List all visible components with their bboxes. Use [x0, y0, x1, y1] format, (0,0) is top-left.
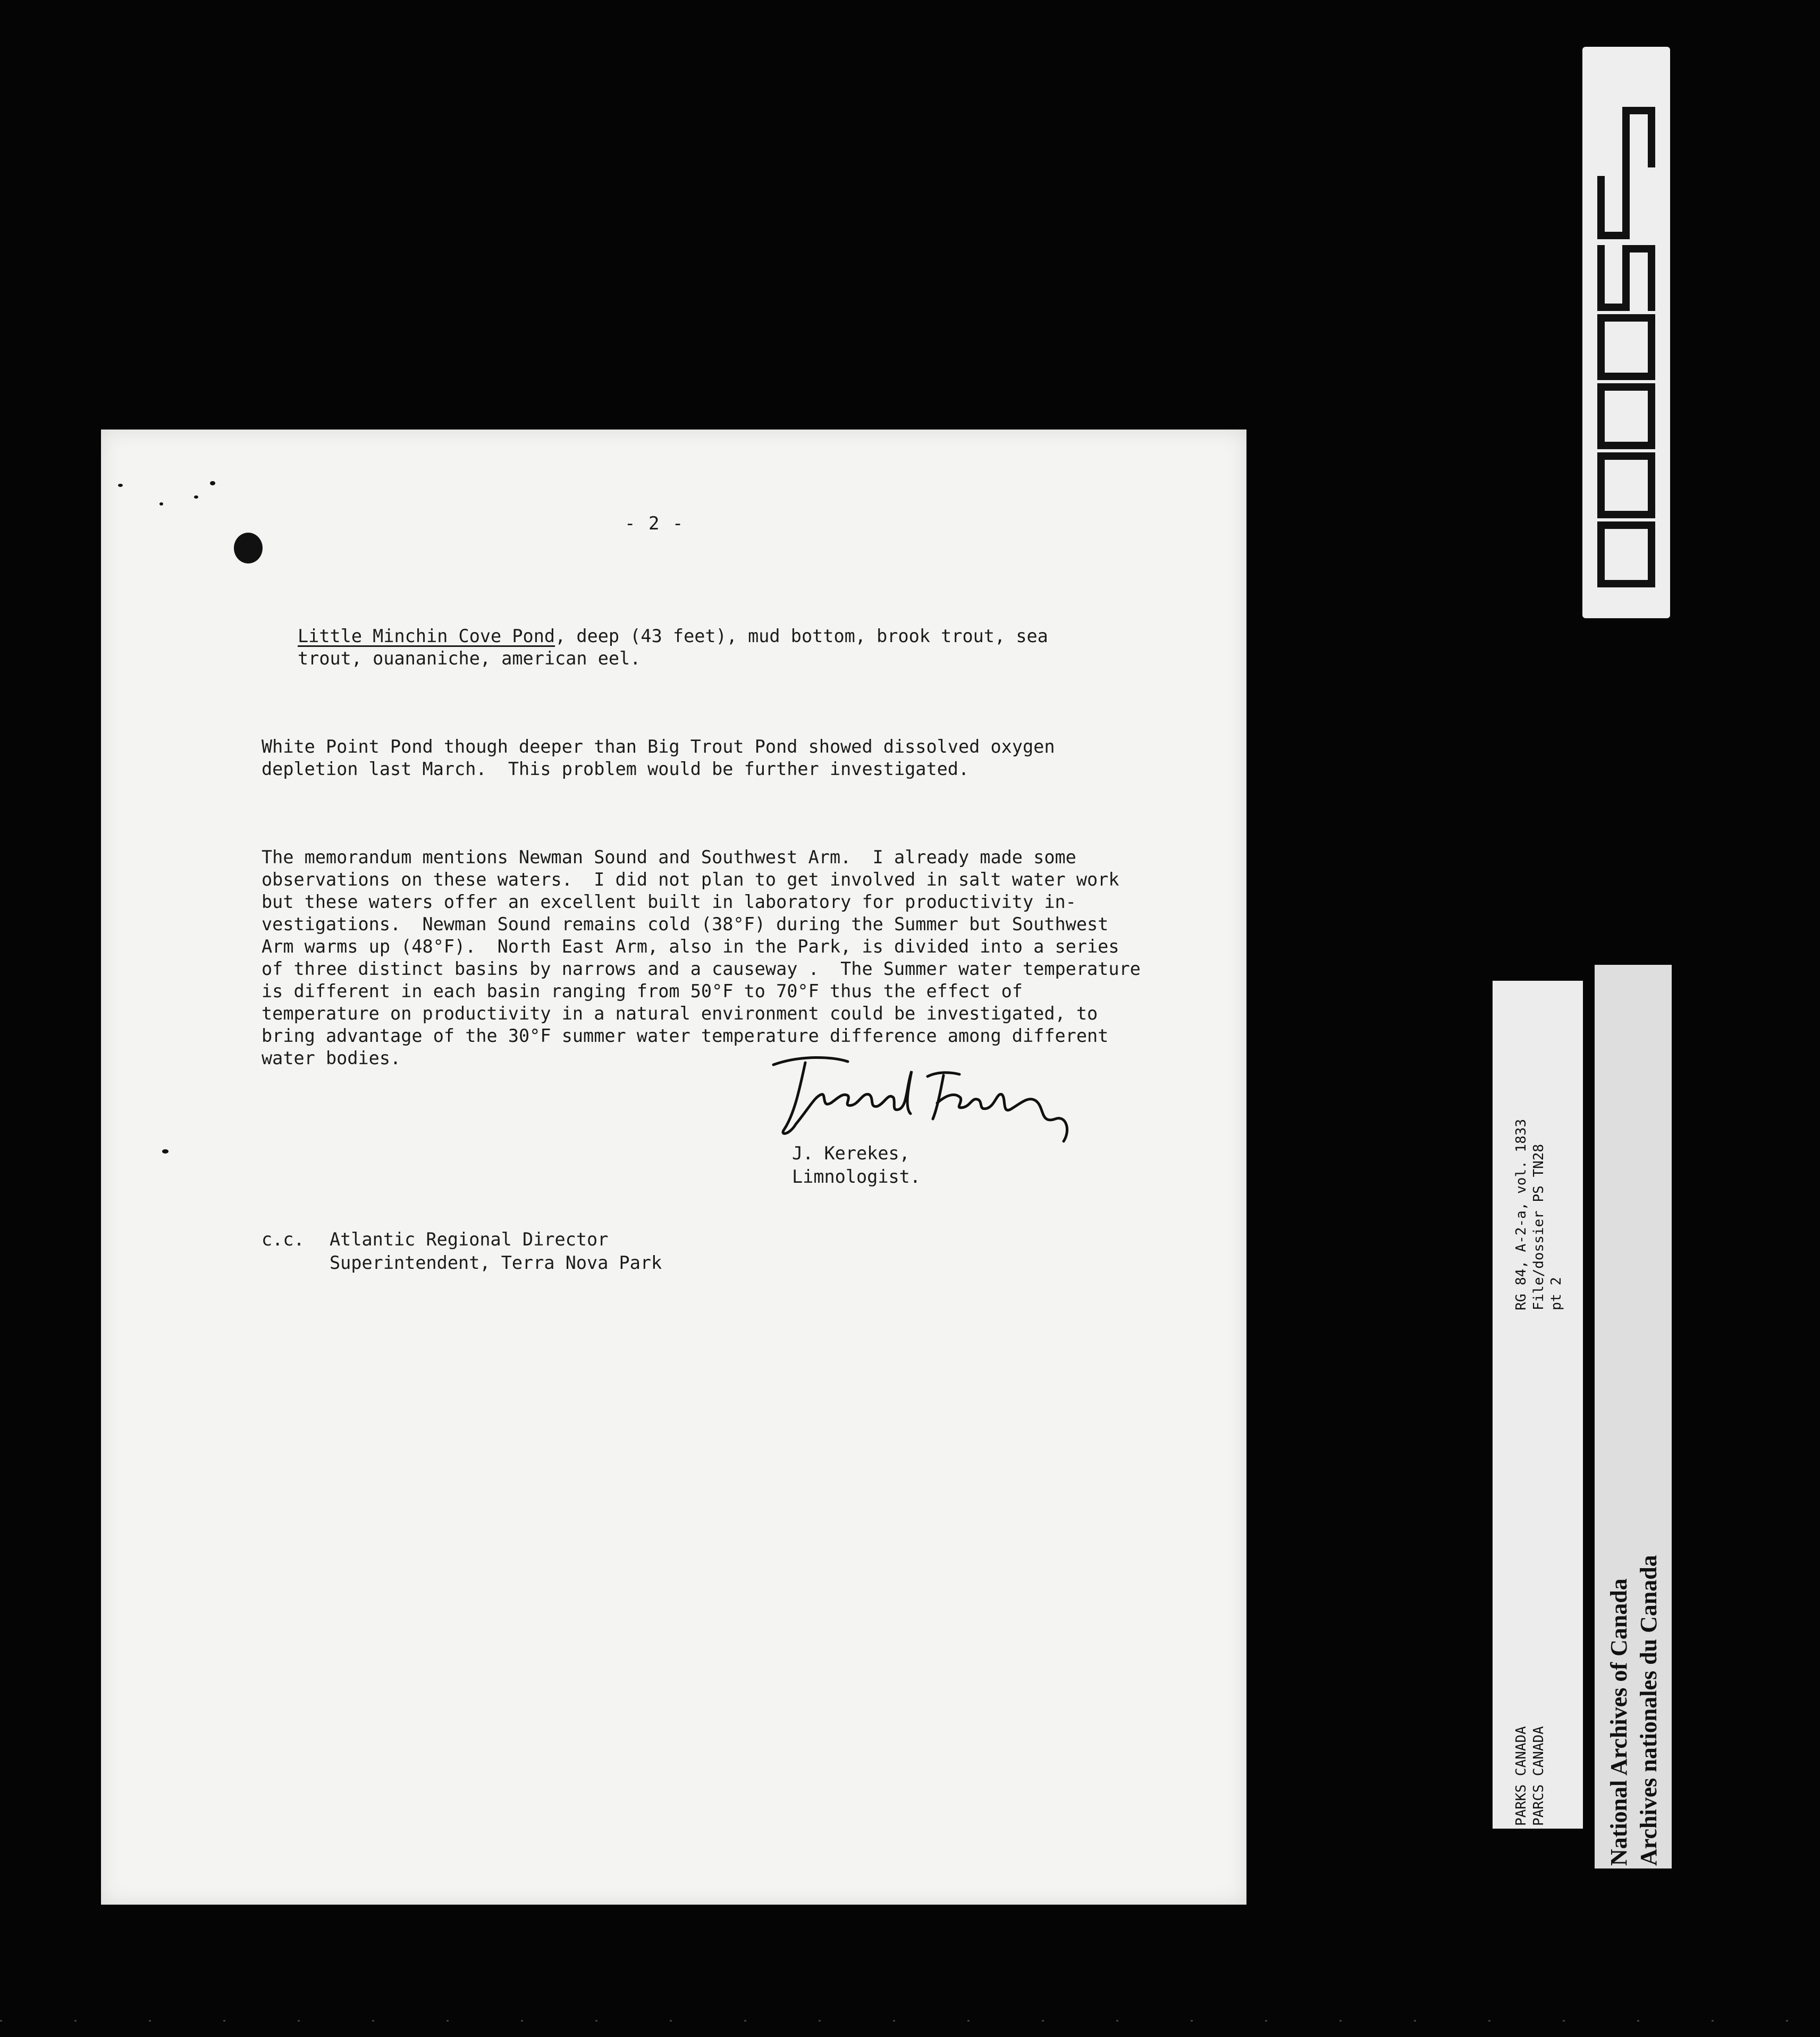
text-line: of three distinct basins by narrows and a causeway . The Summer water temperature — [262, 958, 1141, 979]
cc-recipient: Atlantic Regional Director — [330, 1229, 609, 1250]
signature-block — [792, 1142, 921, 1189]
paragraph-1 — [262, 625, 1186, 670]
reference-line: File/dossier PS TN28 — [1531, 1143, 1547, 1310]
paragraph-3 — [262, 846, 1186, 1070]
text-line: observations on these waters. I did not plan to get involved in salt water work — [262, 869, 1119, 890]
text-line — [298, 625, 1186, 647]
text-line: trout, ouananiche, american eel. — [298, 648, 641, 669]
cc-label: c.c. — [262, 1229, 305, 1250]
national-archives-label — [1595, 965, 1672, 1868]
ink-blot — [234, 533, 263, 563]
handwritten-signature — [768, 1050, 1130, 1156]
frame-number-digits — [1582, 47, 1670, 618]
text-line-rest: , deep (43 feet), mud bottom, brook trout, sea — [555, 626, 1048, 646]
ink-speck — [159, 502, 163, 506]
text-line: bring advantage of the 30°F summer water temperature difference among different — [262, 1025, 1109, 1046]
signer-name: J. Kerekes, — [792, 1143, 910, 1164]
text-line: depletion last March. This problem would be further investigated. — [262, 759, 970, 779]
cc-recipient: Superintendent, Terra Nova Park — [330, 1252, 662, 1273]
ink-speck — [210, 481, 215, 485]
reference-line: pt 2 — [1548, 1277, 1564, 1310]
text-line: but these waters offer an excellent built in laboratory for productivity in- — [262, 891, 1076, 912]
text-line: is different in each basin ranging from 50°F to 70°F thus the effect of — [262, 981, 1023, 1001]
archives-line-fr: Archives nationales du Canada — [1636, 1555, 1662, 1866]
ink-speck — [194, 495, 198, 499]
text-line: Arm warms up (48°F). North East Arm, also in the Park, is divided into a series — [262, 936, 1119, 957]
archive-reference-label — [1493, 981, 1583, 1829]
signer-title: Limnologist. — [792, 1166, 921, 1187]
archives-block — [1604, 1555, 1664, 1866]
ink-speck — [162, 1149, 168, 1154]
agency-block — [1513, 1726, 1548, 1826]
frame-number-strip — [1582, 47, 1670, 618]
text-line: temperature on productivity in a natural environment could be investigated, to — [262, 1003, 1098, 1024]
agency-line: PARCS CANADA — [1531, 1726, 1547, 1826]
text-line: water bodies. — [262, 1048, 401, 1068]
reference-line: RG 84, A-2-a, vol. 1833 — [1513, 1118, 1529, 1310]
page-number: - 2 - — [625, 513, 685, 534]
pond-name-underlined: Little Minchin Cove Pond — [298, 626, 555, 646]
agency-line: PARKS CANADA — [1513, 1726, 1529, 1826]
reference-block — [1513, 1119, 1565, 1310]
text-line: The memorandum mentions Newman Sound and Southwest Arm. I already made some — [262, 847, 1076, 868]
cc-block — [262, 1228, 662, 1275]
archives-line-en: National Archives of Canada — [1606, 1578, 1632, 1866]
ink-speck — [118, 484, 123, 487]
film-edge-marks — [0, 2020, 1820, 2022]
text-line: White Point Pond though deeper than Big Trout Pond showed dissolved oxygen — [262, 736, 1055, 757]
text-line: vestigations. Newman Sound remains cold (38°F) during the Summer but Southwest — [262, 914, 1109, 935]
cc-line — [262, 1228, 662, 1251]
paragraph-2 — [262, 736, 1186, 780]
memo-body — [262, 580, 1186, 1092]
